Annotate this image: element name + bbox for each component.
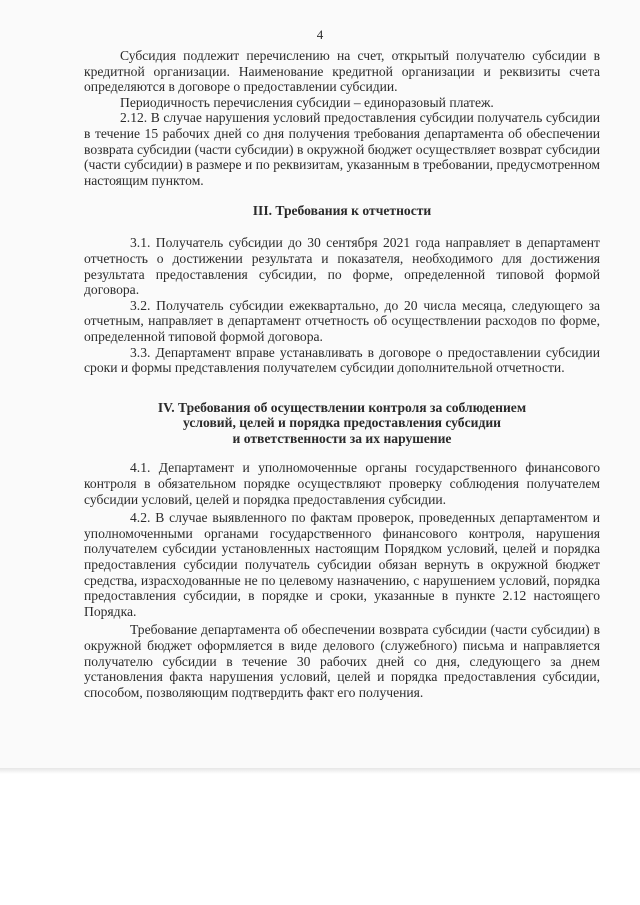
paragraph-subsidy-transfer: Субсидия подлежит перечислению на счет, открытый получателю субсидии в кредитной организации. Наименование кредитной организации и реквизиты счета определяются в договоре о предоставлении субсидии. xyxy=(84,48,600,95)
paragraph-4-2: 4.2. В случае выявленного по фактам проверок, проведенных департаментом и уполномоченными органами государственного финансового контроля, нарушения получателем субсидии установленных настоящим Порядком условий, целей и порядка предоставления субсидии получатель субсидии обязан вернуть в окружной бюджет средства, израсходованные не по целевому назначению, с нарушением условий, порядка предоставления субсидии, в порядке и сроки, указанные в пункте 2.12 настоящего Порядка. xyxy=(84,510,600,619)
paragraph-payment-frequency: Периодичность перечисления субсидии – единоразовый платеж. xyxy=(120,94,494,110)
paragraph-3-2: 3.2. Получатель субсидии ежеквартально, до 20 числа месяца, следующего за отчетным, направляет в департамент отчетность об осуществлении расходов по форме, определенной типовой формой договора. xyxy=(84,297,600,344)
section-3-heading: III. Требования к отчетности xyxy=(252,203,432,219)
page-number: 4 xyxy=(316,27,324,42)
paragraph-4-1: 4.1. Департамент и уполномоченные органы государственного финансового контроля в обязательном порядке осуществляют проверку соблюдения получателем субсидии условий, целей и порядка предоставления субсидии. xyxy=(84,460,600,507)
paragraph-2-12: 2.12. В случае нарушения условий предоставления субсидии получатель субсидии в течение 15 рабочих дней со дня получения требования департамента об обеспечении возврата субсидии (части субсидии) в окружной бюджет осуществляет возврат субсидии (части субсидии) в размере и по реквизитам, указанным в требовании, предусмотренном настоящим пунктом. xyxy=(84,110,600,188)
section-4-heading-line-2: условий, целей и порядка предоставления субсидии xyxy=(182,415,502,431)
section-4-heading xyxy=(84,400,600,447)
scan-edge xyxy=(0,768,640,774)
page-content xyxy=(84,48,600,700)
section-4-heading-line-1: IV. Требования об осуществлении контроля за соблюдением xyxy=(157,399,527,415)
paragraph-3-3: 3.3. Департамент вправе устанавливать в договоре о предоставлении субсидии сроки и формы представления получателем субсидии дополнительной отчетности. xyxy=(84,344,600,376)
section-4-heading-line-3: и ответственности за их нарушение xyxy=(232,430,452,446)
paragraph-return-requirement: Требование департамента об обеспечении возврата субсидии (части субсидии) в окружной бюджет оформляется в виде делового (служебного) письма и направляется получателю субсидии в течение 30 рабочих дней со дня, следующего за днем установления факта нарушения условий, целей и порядка предоставления субсидии, способом, позволяющим подтвердить факт его получения. xyxy=(84,622,600,700)
paragraph-3-1: 3.1. Получатель субсидии до 30 сентября 2021 года направляет в департамент отчетность о достижении результата и показателя, необходимого для достижения результата предоставления субсидии, по форме, определенной типовой формой договора. xyxy=(84,235,600,298)
